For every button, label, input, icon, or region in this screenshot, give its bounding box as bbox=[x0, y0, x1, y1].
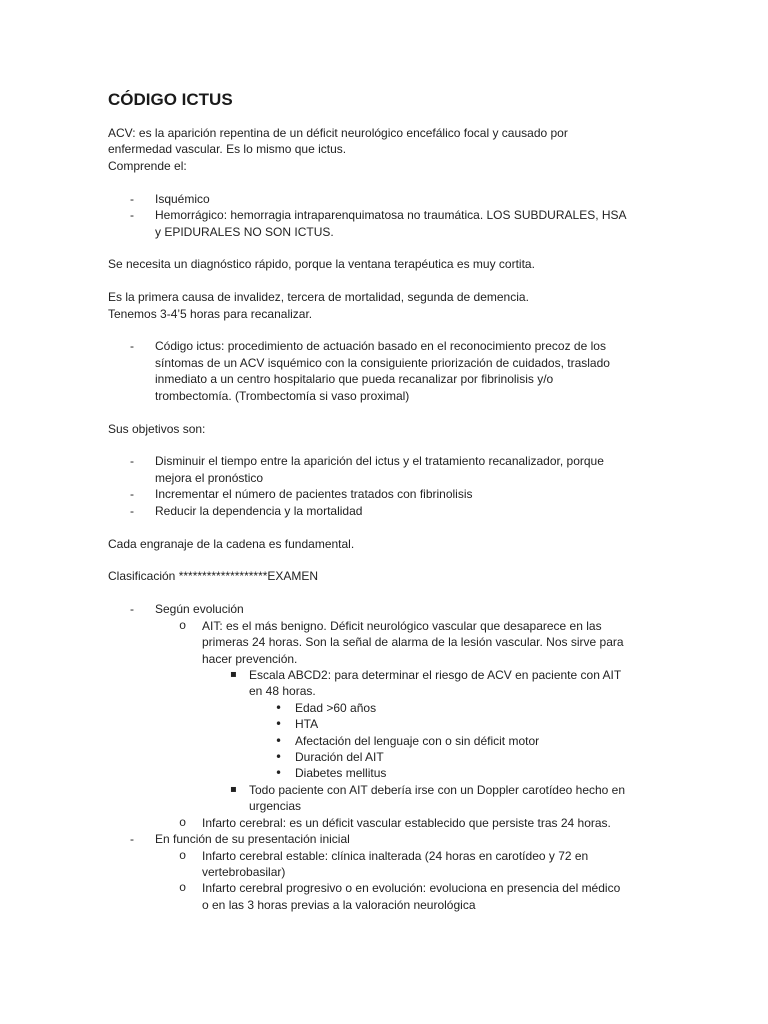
list-item-text: y EPIDURALES NO SON ICTUS. bbox=[155, 224, 334, 239]
list-item-text: o en las 3 horas previas a la valoración neurológica bbox=[202, 897, 476, 912]
dash-bullet-icon: - bbox=[130, 339, 134, 354]
clasificacion-heading: Clasificación *******************EXAMEN bbox=[108, 569, 319, 584]
blank-line bbox=[108, 585, 748, 601]
list-line bbox=[108, 453, 748, 469]
list-item-text: mejora el pronóstico bbox=[155, 470, 264, 485]
circle-bullet-icon: o bbox=[179, 881, 187, 896]
comprende-label: Comprende el: bbox=[108, 158, 187, 173]
definition-line: enfermedad vascular. Es lo mismo que ictus. bbox=[108, 142, 347, 157]
list-item-text: Según evolución bbox=[155, 602, 244, 617]
list-item-text: síntomas de un ACV isquémico con la consiguiente priorización de cuidados, traslado bbox=[155, 355, 610, 370]
dot-bullet-icon: • bbox=[275, 700, 283, 715]
list-item-text: inmediato a un centro hospitalario que pueda recanalizar por fibrinolisis y/o bbox=[155, 372, 554, 387]
dash-bullet-icon: - bbox=[130, 487, 134, 502]
document-body bbox=[108, 125, 748, 913]
sublist-item-ait bbox=[108, 618, 748, 815]
dot-bullet-icon: • bbox=[275, 733, 283, 748]
dash-bullet-icon: - bbox=[130, 454, 134, 469]
criteria-list bbox=[108, 700, 748, 782]
list-item bbox=[108, 503, 748, 519]
list-line bbox=[108, 601, 748, 617]
list-item bbox=[108, 486, 748, 502]
definition-line: ACV: es la aparición repentina de un déficit neurológico encefálico focal y causado por bbox=[108, 126, 568, 140]
dash-bullet-icon: - bbox=[130, 503, 134, 518]
list-item-codigo-ictus bbox=[108, 338, 748, 404]
list-line bbox=[108, 486, 748, 502]
list-item-isquemico bbox=[108, 191, 748, 207]
cadena-paragraph: Cada engranaje de la cadena es fundamental. bbox=[108, 536, 355, 551]
square-bullet-icon: ▪ bbox=[230, 783, 237, 795]
list-line bbox=[108, 207, 748, 223]
dash-bullet-icon: - bbox=[130, 208, 134, 223]
objetivos-list bbox=[108, 453, 748, 519]
circle-bullet-icon: o bbox=[179, 618, 187, 633]
list-line bbox=[108, 191, 748, 207]
list-item-presentacion-inicial bbox=[108, 831, 748, 913]
sublist-item-infarto-progresivo bbox=[108, 880, 748, 913]
blank-line bbox=[108, 404, 748, 420]
criteria-text: Diabetes mellitus bbox=[295, 766, 387, 781]
list-item-text: Reducir la dependencia y la mortalidad bbox=[155, 503, 363, 518]
criteria-text: Edad >60 años bbox=[295, 700, 377, 715]
list-line bbox=[108, 880, 748, 896]
circle-bullet-icon: o bbox=[179, 848, 187, 863]
subsublist-item-doppler bbox=[108, 782, 748, 815]
list-item-text: primeras 24 horas. Son la señal de alarma de la lesión vascular. Nos sirve para bbox=[202, 635, 624, 650]
list-item-text: Infarto cerebral progresivo o en evolución: evoluciona en presencia del médico bbox=[202, 881, 621, 896]
blank-line bbox=[108, 519, 748, 535]
list-item-text: hacer prevención. bbox=[202, 651, 298, 666]
list-item-text: Isquémico bbox=[155, 191, 210, 206]
blank-line bbox=[108, 273, 748, 289]
dash-bullet-icon: - bbox=[130, 191, 134, 206]
list-item-text: AIT: es el más benigno. Déficit neurológico vascular que desaparece en las bbox=[202, 618, 602, 633]
blank-line bbox=[108, 240, 748, 256]
list-item-text: vertebrobasilar) bbox=[202, 864, 286, 879]
list-line bbox=[108, 848, 748, 864]
list-item-text: Infarto cerebral estable: clínica inalterada (24 horas en carotídeo y 72 en bbox=[202, 848, 589, 863]
criteria-item bbox=[108, 765, 748, 781]
list-item-text: en 48 horas. bbox=[249, 684, 316, 699]
paragraph-line: Tenemos 3-4’5 horas para recanalizar. bbox=[108, 306, 313, 321]
dot-bullet-icon: • bbox=[275, 750, 283, 765]
clasificacion-list bbox=[108, 601, 748, 913]
blank-line bbox=[108, 437, 748, 453]
document-title: CÓDIGO ICTUS bbox=[108, 90, 233, 109]
list-item-text: Incrementar el número de pacientes tratados con fibrinolisis bbox=[155, 487, 473, 502]
list-item-text: Hemorrágico: hemorragia intraparenquimatosa no traumática. LOS SUBDURALES, HSA bbox=[155, 208, 627, 223]
list-item-text: urgencias bbox=[249, 799, 302, 814]
dash-bullet-icon: - bbox=[130, 832, 134, 847]
criteria-text: Duración del AIT bbox=[295, 750, 384, 765]
list-line bbox=[108, 667, 748, 683]
circle-bullet-icon: o bbox=[179, 815, 187, 830]
list-line bbox=[108, 782, 748, 798]
list-item-text: Escala ABCD2: para determinar el riesgo de ACV en paciente con AIT bbox=[249, 667, 622, 682]
list-line bbox=[108, 503, 748, 519]
blank-line bbox=[108, 322, 748, 338]
criteria-item bbox=[108, 749, 748, 765]
blank-line bbox=[108, 174, 748, 190]
list-item-hemorragico bbox=[108, 207, 748, 240]
list-line bbox=[108, 338, 748, 354]
criteria-text: Afectación del lenguaje con o sin déficit motor bbox=[295, 733, 540, 748]
diagnosis-paragraph: Se necesita un diagnóstico rápido, porque la ventana terapéutica es muy cortita. bbox=[108, 257, 535, 272]
list-item-text: En función de su presentación inicial bbox=[155, 832, 350, 847]
square-bullet-icon: ▪ bbox=[230, 668, 237, 680]
list-item-text: Todo paciente con AIT debería irse con un Doppler carotídeo hecho en bbox=[249, 782, 626, 797]
list-item-text: trombectomía. (Trombectomía si vaso proximal) bbox=[155, 388, 410, 403]
list-item-segun-evolucion bbox=[108, 601, 748, 831]
definition-paragraph bbox=[108, 125, 748, 174]
objetivos-label: Sus objetivos son: bbox=[108, 421, 206, 436]
criteria-text: HTA bbox=[295, 717, 319, 732]
list-line bbox=[108, 618, 748, 634]
list-item bbox=[108, 453, 748, 486]
sublist-item-infarto-estable bbox=[108, 848, 748, 881]
sublist-item-infarto-cerebral bbox=[108, 815, 748, 831]
dash-bullet-icon: - bbox=[130, 602, 134, 617]
dot-bullet-icon: • bbox=[275, 717, 283, 732]
list-line bbox=[108, 831, 748, 847]
types-list bbox=[108, 191, 748, 240]
list-item-text: Infarto cerebral: es un déficit vascular establecido que persiste tras 24 horas. bbox=[202, 815, 611, 830]
list-item-text: Disminuir el tiempo entre la aparición del ictus y el tratamiento recanalizador, porque bbox=[155, 454, 604, 469]
list-line bbox=[108, 815, 748, 831]
epidemiology-paragraph bbox=[108, 289, 748, 322]
list-item-text: Código ictus: procedimiento de actuación basado en el reconocimiento precoz de los bbox=[155, 339, 606, 354]
subsublist-item-escala-abcd2 bbox=[108, 667, 748, 782]
criteria-item bbox=[108, 716, 748, 732]
criteria-item bbox=[108, 733, 748, 749]
blank-line bbox=[108, 552, 748, 568]
paragraph-line: Es la primera causa de invalidez, tercera de mortalidad, segunda de demencia. bbox=[108, 290, 529, 305]
dot-bullet-icon: • bbox=[275, 766, 283, 781]
criteria-item bbox=[108, 700, 748, 716]
